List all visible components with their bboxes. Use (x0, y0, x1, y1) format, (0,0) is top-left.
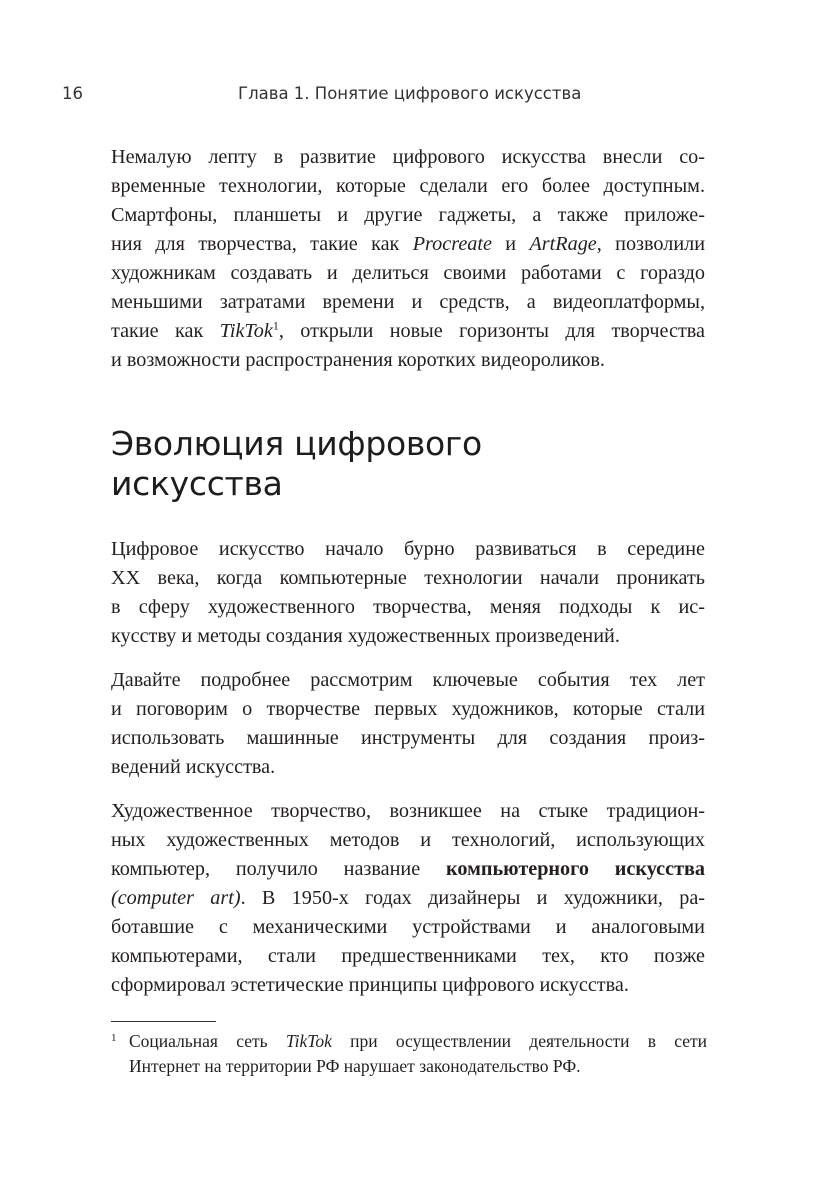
text-line: и возможности распространения коротких видеороликов. (111, 349, 605, 371)
text-span: , открыли новые горизонты для творчества (278, 320, 705, 342)
text-line: художникам создавать и делиться своими работами с гораздо (111, 262, 705, 284)
text-line (111, 884, 705, 913)
text-line: и поговорим о творчестве первых художников, которые стали (111, 698, 705, 720)
paragraph-1 (111, 535, 705, 651)
text-line (111, 230, 705, 259)
text-line: кусству и методы создания художественных произведений. (111, 625, 620, 647)
term-computer-art: компьютерного искусства (446, 858, 706, 880)
running-header (62, 80, 702, 108)
text-span: такие как (111, 320, 220, 342)
text-span: Социальная сеть (129, 1031, 286, 1051)
text-line: в сферу художественного творчества, меняя подходы к ис- (111, 596, 705, 618)
footnote-ref[interactable]: 1 (272, 318, 279, 333)
footnote-divider (111, 1021, 216, 1022)
text-line: компьютерами, стали предшественниками тех, кто позже (111, 945, 705, 967)
text-line: ных художественных методов и технологий, использующих (111, 829, 705, 851)
footnote-number: 1 (111, 1032, 117, 1044)
chapter-title: Глава 1. Понятие цифрового искусства (238, 84, 582, 103)
footnote (111, 1029, 711, 1079)
page-number: 16 (62, 84, 83, 103)
section-heading (111, 424, 705, 504)
term-english: (computer art) (111, 887, 241, 909)
text-line: ведений искусства. (111, 756, 276, 778)
app-name-tiktok: TikTok (285, 1031, 332, 1051)
text-line: Художественное творчество, возникшее на стыке традицион- (111, 800, 705, 822)
text-line: использовать машинные инструменты для создания произ- (111, 727, 705, 749)
text-line: ботавшие с механическими устройствами и аналоговыми (111, 916, 705, 938)
paragraph-2 (111, 666, 705, 782)
text-line: меньшими затратами времени и средств, а видеоплатформы, (111, 291, 705, 313)
text-line (111, 855, 705, 884)
app-name-artrage: ArtRage (529, 233, 597, 255)
app-name-tiktok: TikTok (219, 320, 273, 342)
text-line: временные технологии, которые сделали его более доступным. (111, 175, 705, 197)
paragraph-3 (111, 797, 705, 1000)
text-span: ния для творчества, такие как (111, 233, 413, 255)
text-line: Немалую лепту в развитие цифрового искусства внесли со- (111, 146, 705, 168)
text-line: Смартфоны, планшеты и другие гаджеты, а также приложе- (111, 204, 705, 226)
text-span: , позволили (596, 233, 705, 255)
text-line: сформировал эстетические принципы цифрового искусства. (111, 974, 629, 996)
footnote-line: Интернет на территории РФ нарушает законодательство РФ. (129, 1056, 581, 1076)
heading-line: искусства (111, 464, 283, 503)
footnote-line (129, 1029, 707, 1054)
text-span: компьютер, получило название (111, 858, 447, 880)
text-line: Давайте подробнее рассмотрим ключевые события тех лет (111, 669, 705, 691)
text-line: XX века, когда компьютерные технологии начали проникать (111, 567, 705, 589)
text-span: и (491, 233, 530, 255)
text-span: при осуществлении деятельности в сети (331, 1031, 707, 1051)
text-span: . В 1950-х годах дизайнеры и художники, ра- (240, 887, 706, 909)
intro-paragraph (111, 143, 705, 375)
heading-line: Эволюция цифрового (111, 424, 482, 463)
app-name-procreate: Procreate (412, 233, 492, 255)
text-line (111, 317, 705, 346)
text-line: Цифровое искусство начало бурно развиваться в середине (111, 538, 705, 560)
